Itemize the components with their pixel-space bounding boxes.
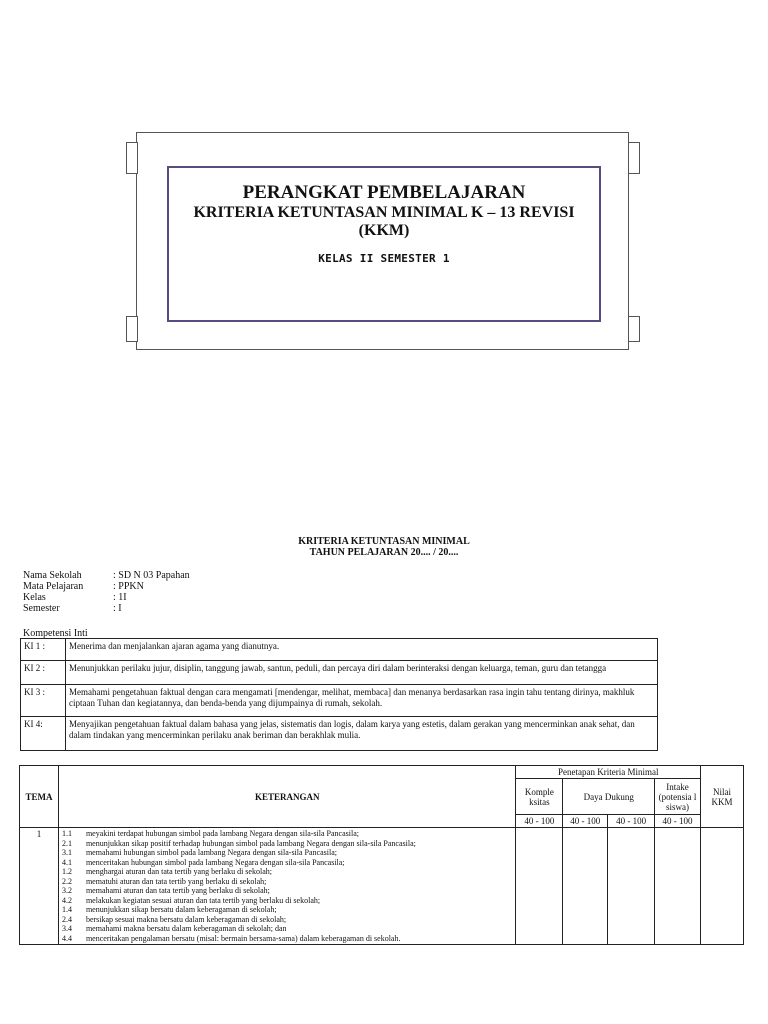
range-cell: 40 - 100 — [655, 815, 701, 828]
info-value: : I — [113, 603, 122, 614]
item-number: 2.1 — [61, 838, 72, 848]
info-label: Mata Pelajaran — [23, 581, 84, 592]
header-penetapan: Penetapan Kriteria Minimal — [516, 766, 701, 779]
daya-dukung-cell — [563, 828, 608, 945]
item-number: 2.4 — [61, 914, 72, 924]
frame-corner-tab — [628, 316, 640, 342]
item-text: memahami aturan dan tata tertib yang berlaku di sekolah; — [85, 886, 270, 895]
list-item — [62, 877, 513, 887]
item-text: memahami makna bersatu dalam keberagaman di sekolah; dan — [85, 924, 287, 933]
info-value: : 1I — [113, 592, 127, 603]
list-item — [62, 848, 513, 858]
document-year: TAHUN PELAJARAN 20.... / 20.... — [309, 547, 459, 558]
cover-subtitle-line: KRITERIA KETUNTASAN MINIMAL K – 13 REVISI — [193, 204, 575, 221]
item-number: 4.4 — [61, 933, 72, 943]
item-text: meyakini terdapat hubungan simbol pada lambang Negara dengan sila-sila Pancasila; — [85, 829, 359, 838]
item-number: 1.1 — [61, 829, 72, 838]
list-item — [62, 934, 513, 944]
list-item — [62, 839, 513, 849]
ki-code: KI 4: — [21, 717, 66, 751]
cover-class-semester: KELAS II SEMESTER 1 — [318, 252, 450, 265]
nilai-kkm-cell — [701, 828, 744, 945]
item-number: 3.2 — [61, 886, 72, 895]
daya-dukung-cell — [608, 828, 655, 945]
info-label: Semester — [23, 603, 60, 614]
table-header-row — [20, 766, 744, 779]
frame-corner-tab — [126, 142, 138, 174]
list-item — [62, 886, 513, 896]
list-item — [62, 867, 513, 877]
range-cell: 40 - 100 — [563, 815, 608, 828]
tema-cell: 1 — [20, 828, 59, 945]
ki-text: Memahami pengetahuan faktual dengan cara mengamati [mendengar, melihat, membaca] dan menanya berdasarkan rasa ingin tahu tentang dirinya, makhluk ciptaan Tuhan dan kegiatannya, dan benda-benda yang dijumpainya di rumah, sekolah. — [66, 685, 658, 717]
ki-row — [21, 685, 658, 717]
kkm-table — [19, 765, 744, 945]
item-number: 2.2 — [61, 876, 72, 886]
item-text: menceritakan pengalaman bersatu (misal: bermain bersama-sama) dalam keberagaman di sekolah. — [85, 933, 401, 943]
info-row — [23, 581, 190, 592]
ki-row — [21, 661, 658, 685]
header-kompleksitas: Komple ksitas — [516, 779, 563, 815]
item-text: menunjukkan sikap positif terhadap hubungan simbol pada lambang Negara dengan sila-sila Pancasila; — [85, 838, 416, 848]
header-keterangan: KETERANGAN — [58, 766, 516, 828]
keterangan-cell — [58, 828, 516, 945]
list-item — [62, 915, 513, 925]
cover-subtitle-line: (KKM) — [358, 222, 410, 239]
intake-cell — [655, 828, 701, 945]
ki-code: KI 2 : — [21, 661, 66, 685]
kompleksitas-cell — [516, 828, 563, 945]
info-row — [23, 592, 190, 603]
list-item — [62, 896, 513, 906]
info-value: : PPKN — [113, 581, 144, 592]
cover-subtitle — [167, 204, 601, 240]
header-tema: TEMA — [20, 766, 59, 828]
item-text: menceritakan hubungan simbol pada lambang Negara dengan sila-sila Pancasila; — [85, 857, 345, 867]
ki-code: KI 1 : — [21, 639, 66, 661]
item-number: 4.2 — [61, 895, 72, 905]
table-row — [20, 828, 744, 945]
ki-row — [21, 639, 658, 661]
item-number: 1.4 — [61, 905, 72, 914]
ki-code: KI 3 : — [21, 685, 66, 717]
range-cell: 40 - 100 — [516, 815, 563, 828]
ki-table — [20, 638, 658, 751]
item-number: 4.1 — [61, 857, 72, 867]
ki-section-title: Kompetensi Inti — [23, 628, 88, 639]
cover-title: PERANGKAT PEMBELAJARAN — [242, 182, 526, 203]
frame-corner-tab — [628, 142, 640, 174]
list-item — [62, 905, 513, 915]
document-heading: KRITERIA KETUNTASAN MINIMAL — [298, 536, 470, 547]
info-label: Nama Sekolah — [23, 570, 82, 581]
item-number: 1.2 — [61, 867, 72, 876]
item-text: memahami hubungan simbol pada lambang Negara dengan sila-sila Pancasila; — [85, 848, 337, 857]
item-number: 3.1 — [61, 848, 72, 857]
header-intake: Intake (potensia l siswa) — [655, 779, 701, 815]
ki-text: Menerima dan menjalankan ajaran agama yang dianutnya. — [66, 639, 658, 661]
ki-text: Menunjukkan perilaku jujur, disiplin, tanggung jawab, santun, peduli, dan percaya diri dalam berinteraksi dengan keluarga, teman, guru dan tetangga — [66, 661, 658, 685]
item-text: melakukan kegiatan sesuai aturan dan tata tertib yang berlaku di sekolah; — [85, 895, 321, 905]
header-nilai-kkm: Nilai KKM — [701, 766, 744, 828]
info-row — [23, 570, 190, 581]
range-cell: 40 - 100 — [608, 815, 655, 828]
info-row — [23, 603, 190, 614]
frame-corner-tab — [126, 316, 138, 342]
ki-row — [21, 717, 658, 751]
item-number: 3.4 — [61, 924, 72, 933]
school-info — [23, 570, 190, 614]
info-value: : SD N 03 Papahan — [113, 570, 190, 581]
ki-text: Menyajikan pengetahuan faktual dalam bahasa yang jelas, sistematis dan logis, dalam karya yang estetis, dalam gerakan yang mencerminkan anak sehat, dan dalam tindakan yang mencerminkan perilaku anak beriman dan berakhlak mulia. — [66, 717, 658, 751]
item-text: menghargai aturan dan tata tertib yang berlaku di sekolah; — [85, 867, 272, 876]
list-item — [62, 829, 513, 839]
header-daya-dukung: Daya Dukung — [563, 779, 655, 815]
list-item — [62, 858, 513, 868]
info-label: Kelas — [23, 592, 46, 603]
item-text: menunjukkan sikap bersatu dalam keberagaman di sekolah; — [85, 905, 277, 914]
list-item — [62, 924, 513, 934]
item-text: mematuhi aturan dan tata tertib yang berlaku di sekolah; — [85, 876, 267, 886]
item-text: bersikap sesuai makna bersatu dalam keberagaman di sekolah; — [85, 914, 287, 924]
